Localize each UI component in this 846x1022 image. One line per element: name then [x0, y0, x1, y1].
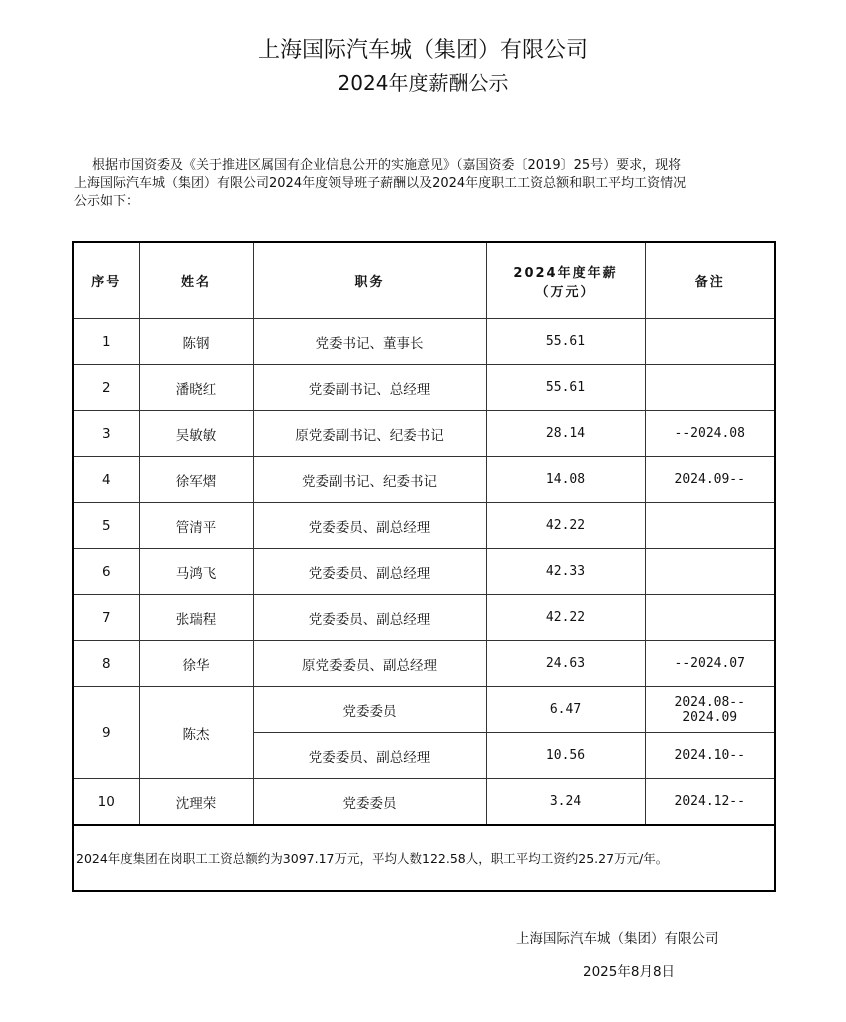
salary-table	[72, 241, 776, 892]
cell-seq: 10	[73, 779, 139, 826]
intro-line-3: 公示如下：	[74, 194, 140, 209]
cell-remark	[645, 595, 775, 641]
intro-paragraph	[74, 157, 774, 211]
cell-name: 潘晓红	[139, 365, 253, 411]
table-header-row	[73, 242, 775, 319]
cell-seq: 1	[73, 319, 139, 365]
cell-position: 党委委员、副总经理	[253, 549, 486, 595]
cell-position: 原党委副书记、纪委书记	[253, 411, 486, 457]
cell-position: 党委书记、董事长	[253, 319, 486, 365]
cell-salary: 14.08	[486, 457, 645, 503]
cell-name: 沈理荣	[139, 779, 253, 826]
table-row	[73, 411, 775, 457]
cell-salary: 42.22	[486, 503, 645, 549]
header-salary-line2: （万元）	[535, 284, 596, 300]
header-salary-line1: 2024年度年薪	[513, 265, 618, 281]
cell-seq: 4	[73, 457, 139, 503]
header-remark: 备注	[645, 242, 775, 319]
cell-seq: 8	[73, 641, 139, 687]
cell-salary: 24.63	[486, 641, 645, 687]
cell-name: 管清平	[139, 503, 253, 549]
cell-remark: 2024.10--	[645, 733, 775, 779]
cell-remark	[645, 319, 775, 365]
cell-salary: 3.24	[486, 779, 645, 826]
table-row	[73, 503, 775, 549]
cell-name: 徐华	[139, 641, 253, 687]
intro-line-1: 根据市国资委及《关于推进区属国有企业信息公开的实施意见》（嘉国资委〔2019〕25号）要求，现将	[92, 158, 682, 173]
cell-seq: 9	[73, 687, 139, 779]
cell-remark-line2: 2024.09	[682, 709, 738, 725]
cell-salary: 42.22	[486, 595, 645, 641]
cell-salary: 28.14	[486, 411, 645, 457]
cell-salary: 6.47	[486, 687, 645, 733]
header-salary	[486, 242, 645, 319]
document-subtitle: 2024年度薪酬公示	[337, 71, 509, 95]
cell-remark	[645, 549, 775, 595]
cell-salary: 55.61	[486, 319, 645, 365]
table-row	[73, 779, 775, 826]
cell-salary: 55.61	[486, 365, 645, 411]
signature-organization: 上海国际汽车城（集团）有限公司	[516, 931, 719, 947]
cell-remark: 2024.09--	[645, 457, 775, 503]
header-seq: 序号	[73, 242, 139, 319]
cell-name: 徐军熠	[139, 457, 253, 503]
cell-remark: --2024.07	[645, 641, 775, 687]
cell-name: 马鸿飞	[139, 549, 253, 595]
table-row	[73, 457, 775, 503]
cell-seq: 2	[73, 365, 139, 411]
cell-seq: 6	[73, 549, 139, 595]
cell-name: 张瑞程	[139, 595, 253, 641]
cell-salary: 10.56	[486, 733, 645, 779]
table-row	[73, 641, 775, 687]
table-row	[73, 319, 775, 365]
cell-seq: 7	[73, 595, 139, 641]
table-row	[73, 365, 775, 411]
cell-position: 党委委员、副总经理	[253, 733, 486, 779]
cell-remark	[645, 365, 775, 411]
cell-position: 党委副书记、纪委书记	[253, 457, 486, 503]
cell-name: 吴敏敏	[139, 411, 253, 457]
intro-line-2: 上海国际汽车城（集团）有限公司2024年度领导班子薪酬以及2024年度职工工资总额和职工平均工资情况	[74, 176, 687, 191]
cell-position: 原党委委员、副总经理	[253, 641, 486, 687]
header-name: 姓名	[139, 242, 253, 319]
document-title: 上海国际汽车城（集团）有限公司	[257, 38, 588, 63]
cell-position: 党委委员、副总经理	[253, 595, 486, 641]
cell-name: 陈钢	[139, 319, 253, 365]
summary-row	[73, 825, 775, 891]
table-row	[73, 595, 775, 641]
cell-salary: 42.33	[486, 549, 645, 595]
table-row	[73, 687, 775, 733]
cell-remark	[645, 687, 775, 733]
cell-remark-line1: 2024.08--	[674, 694, 745, 710]
table-row	[73, 549, 775, 595]
cell-seq: 5	[73, 503, 139, 549]
cell-position: 党委委员	[253, 779, 486, 826]
cell-position: 党委副书记、总经理	[253, 365, 486, 411]
cell-remark	[645, 503, 775, 549]
cell-name: 陈杰	[139, 687, 253, 779]
cell-position: 党委委员、副总经理	[253, 503, 486, 549]
signature-date: 2025年8月8日	[583, 964, 676, 980]
header-position: 职务	[253, 242, 486, 319]
cell-remark: 2024.12--	[645, 779, 775, 826]
summary-text: 2024年度集团在岗职工工资总额约为3097.17万元，平均人数122.58人，职工平均工资约25.27万元/年。	[73, 825, 775, 891]
cell-remark: --2024.08	[645, 411, 775, 457]
cell-seq: 3	[73, 411, 139, 457]
cell-position: 党委委员	[253, 687, 486, 733]
